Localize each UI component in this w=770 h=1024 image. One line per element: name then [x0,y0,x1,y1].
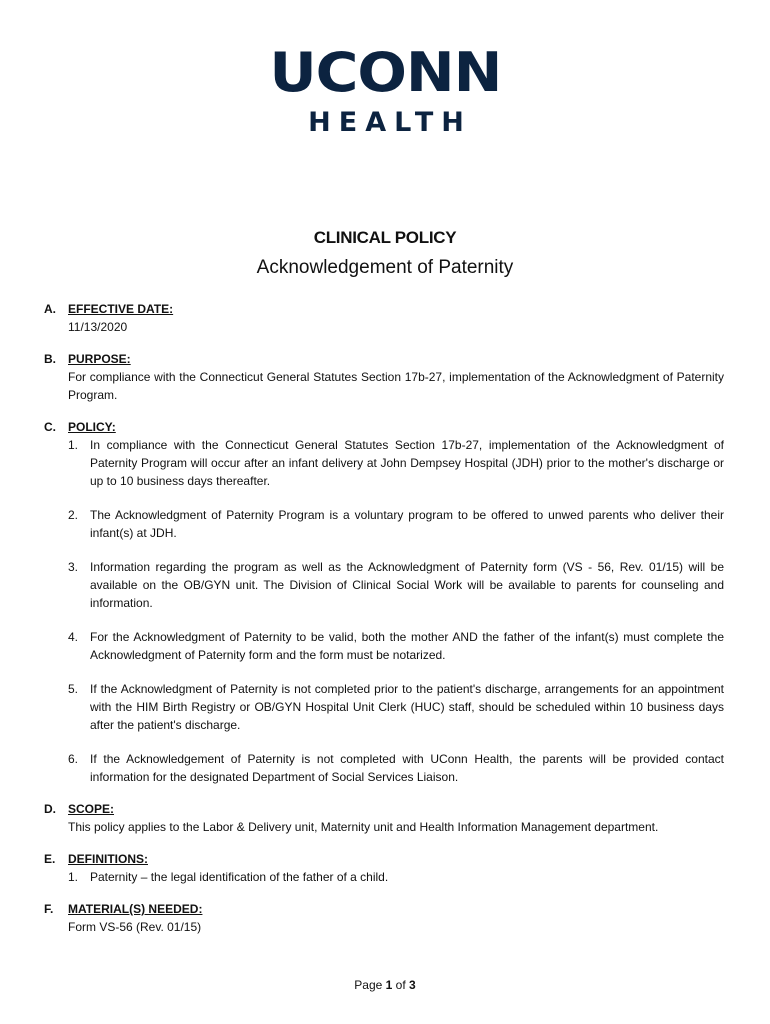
list-item [68,506,724,542]
section-scope [44,800,724,836]
list-item-number: 4. [68,630,79,644]
section-letter: F. [44,902,54,916]
scope-text: This policy applies to the Labor & Delivery unit, Maternity unit and Health Information Management department. [68,820,659,834]
list-item-text: If the Acknowledgement of Paternity is not completed with UConn Health, the parents will be provided contact information for the designated Department of Social Services Liaison. [90,752,724,784]
list-item-number: 1. [68,870,79,884]
section-heading: DEFINITIONS: [68,852,148,866]
section-definitions [44,850,724,886]
section-effective-date [44,300,724,336]
section-letter: D. [44,802,56,816]
section-heading: EFFECTIVE DATE: [68,302,174,316]
current-page: 1 [385,978,393,992]
document-subtitle: Acknowledgement of Paternity [256,257,514,278]
section-letter: C. [44,420,56,434]
list-item-text: In compliance with the Connecticut General Statutes Section 17b-27, implementation of the Acknowledgment of Paternity Program will occur after an infant delivery at John Dempsey Hospital (JDH) prior to the mother's discharge or up to 10 business days thereafter. [90,438,724,488]
list-item-number: 1. [68,438,79,452]
list-item [68,868,724,886]
list-item-number: 5. [68,682,79,696]
policy-content [44,300,724,950]
section-heading: SCOPE: [68,802,115,816]
list-item-text: Information regarding the program as well as the Acknowledgment of Paternity form (VS - 56, Rev. 01/15) will be available on the OB/GYN unit. The Division of Clinical Social Work will be available to parents for counseling and information. [90,560,724,610]
logo-wordmark: UCONN [269,41,501,104]
effective-date-value: 11/13/2020 [68,320,128,334]
section-letter: E. [44,852,56,866]
list-item-text: If the Acknowledgment of Paternity is not completed prior to the patient's discharge, arrangements for an appointment with the HIM Birth Registry or OB/GYN Hospital Unit Clerk (HUC) staff, should be scheduled within 10 business days after the patient's discharge. [90,682,724,732]
list-item [68,750,724,786]
section-heading: MATERIAL(S) NEEDED: [68,902,203,916]
page-label: Page [354,978,383,992]
total-pages: 3 [409,978,416,992]
list-item [68,436,724,490]
section-materials-needed [44,900,724,936]
section-letter: A. [44,302,56,316]
purpose-text: For compliance with the Connecticut General Statutes Section 17b-27, implementation of the Acknowledgment of Paternity Program. [68,370,724,402]
list-item-number: 2. [68,508,79,522]
list-item-number: 3. [68,560,79,574]
list-item [68,628,724,664]
page-of: of [395,978,406,992]
document-title: CLINICAL POLICY [313,228,457,247]
list-item-text: Paternity – the legal identification of the father of a child. [90,870,389,884]
list-item [68,558,724,612]
list-item-text: For the Acknowledgment of Paternity to be valid, both the mother AND the father of the infant(s) must complete the Acknowledgment of Paternity form and the form must be notarized. [90,630,724,662]
list-item-text: The Acknowledgment of Paternity Program is a voluntary program to be offered to unwed parents who deliver their infant(s) at JDH. [90,508,724,540]
section-policy [44,418,724,786]
materials-text: Form VS-56 (Rev. 01/15) [68,920,202,934]
section-purpose [44,350,724,404]
list-item [68,680,724,734]
section-heading: POLICY: [68,420,116,434]
section-heading: PURPOSE: [68,352,131,366]
logo-subtitle: HEALTH [308,107,472,138]
section-letter: B. [44,352,56,366]
uconn-health-logo [0,42,770,140]
page-number [0,978,770,992]
list-item-number: 6. [68,752,79,766]
